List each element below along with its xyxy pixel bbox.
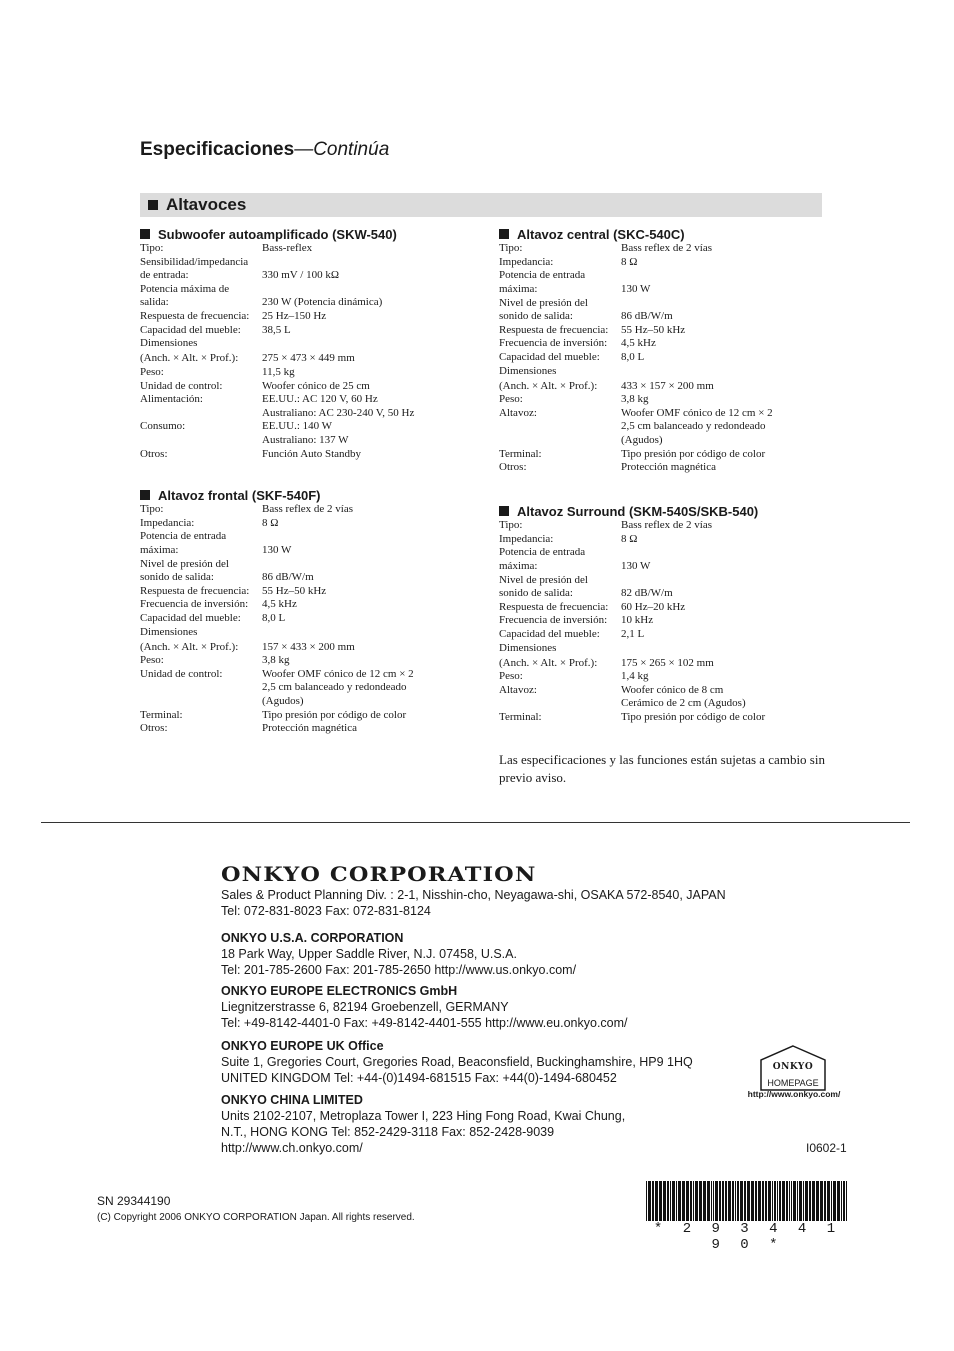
spec-label: Otros: — [140, 447, 168, 460]
barcode-bar — [663, 1181, 666, 1221]
barcode-bar — [735, 1181, 736, 1221]
barcode-bar — [655, 1181, 658, 1221]
spec-label: (Anch. × Alt. × Prof.): — [499, 379, 598, 392]
barcode-bar — [827, 1181, 830, 1221]
spec-label: Tipo: — [140, 503, 164, 515]
square-bullet-icon — [148, 200, 158, 210]
spec-label: Capacidad del mueble: — [499, 628, 600, 640]
spec-label: Unidad de control: — [140, 668, 223, 680]
spec-block-title: Subwoofer autoamplificado (SKW-540) — [140, 227, 397, 242]
barcode-bar — [786, 1181, 788, 1221]
spec-value: 55 Hz–50 kHz — [621, 323, 686, 336]
spec-value: 8,0 L — [262, 612, 286, 624]
barcode-bar — [740, 1181, 743, 1221]
spec-value: Tipo presión por código de color — [621, 447, 766, 460]
page-title-continued: —Continúa — [294, 139, 390, 160]
spec-label: Tipo: — [499, 242, 523, 254]
barcode-bar — [682, 1181, 685, 1221]
spec-block-title: Altavoz frontal (SKF-540F) — [140, 488, 321, 503]
spec-label: Capacidad del mueble: — [499, 351, 600, 363]
office-name: ONKYO EUROPE ELECTRONICS GmbH — [221, 984, 458, 998]
office-uk: ONKYO EUROPE UK Office Suite 1, Gregories Court, Gregories Road, Beaconsfield, Buckinghamshire, HP9 1HQ UNITED KINGDOM Tel: +44-(0)1494-681515 Fax: +44(0)-1494-680452 — [221, 1039, 693, 1085]
spec-value: Bass reflex de 2 vías — [621, 519, 713, 531]
spec-value: 8 Ω — [262, 516, 279, 529]
barcode-bar — [758, 1181, 761, 1221]
barcode-bar — [762, 1181, 764, 1221]
spec-value: 60 Hz–20 kHz — [621, 600, 686, 613]
spec-label: Impedancia: — [140, 516, 195, 529]
spec-value: Woofer cónico de 8 cm Cerámico de 2 cm (Agudos) — [621, 684, 746, 710]
barcode-bar — [646, 1181, 647, 1221]
square-bullet-icon — [499, 229, 509, 239]
spec-label: Potencia de entrada máxima: — [499, 269, 586, 295]
spec-label: Respuesta de frecuencia: — [499, 600, 609, 613]
spec-value: 130 W — [262, 543, 292, 556]
spec-label: Peso: — [499, 393, 523, 406]
spec-value: 157 × 433 × 200 mm — [262, 640, 355, 653]
spec-value: Woofer cónico de 25 cm — [262, 379, 370, 392]
spec-label: Capacidad del mueble: — [140, 612, 241, 624]
spec-label: Dimensiones — [499, 641, 557, 654]
spec-block-title: Altavoz Surround (SKM-540S/SKB-540) — [499, 504, 758, 519]
spec-value: Bass reflex de 2 vías — [262, 503, 354, 515]
spec-value: 8 Ω — [621, 532, 638, 545]
spec-label: Peso: — [499, 670, 523, 683]
barcode-bar — [833, 1181, 836, 1221]
spec-label: Terminal: — [140, 708, 183, 721]
spec-label: (Anch. × Alt. × Prof.): — [499, 656, 598, 669]
spec-value: 55 Hz–50 kHz — [262, 584, 327, 597]
spec-label: Altavoz: — [499, 684, 537, 696]
spec-label: Potencia máxima de salida: — [140, 282, 230, 309]
spec-label: Peso: — [140, 654, 164, 667]
section-label: Altavoces — [148, 195, 246, 215]
spec-value: Tipo presión por código de color — [262, 708, 407, 721]
page-title-main: Especificaciones — [140, 139, 295, 160]
spec-label: (Anch. × Alt. × Prof.): — [140, 352, 239, 365]
homepage-link[interactable]: http://www.onkyo.com/ — [747, 1089, 841, 1099]
barcode-number: * 2 9 3 4 4 1 9 0 * — [653, 1221, 842, 1253]
homepage-badge[interactable] — [738, 1045, 850, 1101]
spec-value: 275 × 473 × 449 mm — [262, 352, 355, 365]
spec-value: Protección magnética — [262, 722, 357, 735]
barcode-bar — [707, 1181, 710, 1221]
spec-label: Sensibilidad/impedancia de entrada: — [140, 255, 249, 282]
barcode-bar — [719, 1181, 721, 1221]
spec-value: 8,0 L — [621, 351, 645, 363]
barcode-bar — [799, 1181, 802, 1221]
spec-value: 3,8 kg — [262, 654, 290, 667]
spec-value: 230 W (Potencia dinámica) — [262, 296, 383, 309]
spec-label: Terminal: — [499, 447, 542, 460]
spec-label: Potencia de entrada máxima: — [140, 530, 227, 556]
spec-label: Frecuencia de inversión: — [499, 614, 608, 627]
office-name: ONKYO U.S.A. CORPORATION — [221, 931, 404, 945]
spec-label: Dimensiones — [140, 337, 198, 350]
barcode-bar — [725, 1181, 727, 1221]
barcode-bar — [789, 1181, 790, 1221]
barcode-bar — [841, 1181, 842, 1221]
spec-value: 11,5 kg — [262, 365, 295, 378]
barcode-bar — [737, 1181, 739, 1221]
spec-value: 2,1 L — [621, 628, 645, 640]
barcode-bar — [782, 1181, 785, 1221]
spec-value: 3,8 kg — [621, 393, 649, 406]
document-code: I0602-1 — [806, 1141, 847, 1155]
office-name: ONKYO EUROPE UK Office — [221, 1039, 384, 1053]
hq-address: Sales & Product Planning Div. : 2-1, Nisshin-cho, Neyagawa-shi, OSAKA 572-8540, JAPAN Tel: 072-831-8023 Fax: 072-831-8124 — [221, 888, 726, 918]
spec-label: Terminal: — [499, 711, 542, 724]
barcode-bar — [797, 1181, 798, 1221]
spec-value: 1,4 kg — [621, 670, 649, 683]
spec-label: Otros: — [499, 461, 527, 474]
barcode-bar — [676, 1181, 677, 1221]
barcode-bar — [690, 1181, 692, 1221]
divider — [41, 822, 910, 823]
spec-value: 8 Ω — [621, 255, 638, 268]
barcode-bar — [728, 1181, 731, 1221]
barcode-bar — [667, 1181, 669, 1221]
spec-label: Frecuencia de inversión: — [499, 337, 608, 350]
spec-value: 4,5 kHz — [621, 337, 656, 350]
spec-value: 82 dB/W/m — [621, 586, 673, 599]
spec-label: (Anch. × Alt. × Prof.): — [140, 640, 239, 653]
barcode-bar — [774, 1181, 776, 1221]
spec-value: 10 kHz — [621, 614, 654, 627]
spec-value: 130 W — [621, 559, 651, 572]
spec-value: EE.UU.: 140 W Australiano: 137 W — [262, 420, 349, 446]
spec-label: Capacidad del mueble: — [140, 323, 241, 336]
section-header-altavoces — [140, 193, 822, 217]
barcode-bar — [732, 1181, 734, 1221]
barcode-bar — [765, 1181, 767, 1221]
office-china: ONKYO CHINA LIMITED Units 2102-2107, Metroplaza Tower I, 223 Hing Fong Road, Kwai Chung, N.T., HONG KONG Tel: 852-2429-3118 Fax: 852-2428-9039 http://www.ch.onkyo.com/ — [221, 1093, 626, 1155]
barcode-bar — [768, 1181, 771, 1221]
spec-label: Tipo: — [499, 519, 523, 531]
barcode-bar — [803, 1181, 804, 1221]
spec-value: 86 dB/W/m — [621, 309, 673, 322]
barcode-bar — [843, 1181, 845, 1221]
spec-label: Impedancia: — [499, 532, 554, 545]
spec-label: Nivel de presión del sonido de salida: — [499, 296, 588, 322]
serial-number: SN 29344190 — [97, 1194, 171, 1208]
barcode-bar — [711, 1181, 712, 1221]
spec-label: Impedancia: — [499, 255, 554, 268]
spec-value: 38,5 L — [262, 323, 291, 336]
barcode-bar — [777, 1181, 778, 1221]
barcode-bar — [793, 1181, 796, 1221]
barcode-bar — [824, 1181, 826, 1221]
office-europe: ONKYO EUROPE ELECTRONICS GmbH Liegnitzerstrasse 6, 82194 Groebenzell, GERMANY Tel: +49-8142-4401-0 Fax: +49-8142-4401-555 http://www.eu.onkyo.com/ — [221, 984, 628, 1030]
specifications-notice: Las especificaciones y las funciones están sujetas a cambio sin previo aviso. — [499, 752, 825, 785]
barcode-bar — [713, 1181, 714, 1221]
barcode-bar — [672, 1181, 675, 1221]
badge-label: HOMEPAGE — [767, 1078, 819, 1088]
spec-label: Dimensiones — [499, 364, 557, 377]
barcode-bar — [831, 1181, 832, 1221]
spec-value: Woofer OMF cónico de 12 cm × 2 2,5 cm balanceado y redondeado (Agudos) — [262, 668, 414, 707]
spec-value: 175 × 265 × 102 mm — [621, 656, 714, 669]
square-bullet-icon — [499, 506, 509, 516]
barcode-bar — [816, 1181, 819, 1221]
spec-label: Tipo: — [140, 242, 164, 254]
copyright-notice: (C) Copyright 2006 ONKYO CORPORATION Japan. All rights reserved. — [97, 1212, 415, 1223]
office-name: ONKYO CHINA LIMITED — [221, 1093, 363, 1107]
spec-value: Bass-reflex — [262, 242, 313, 254]
spec-label: Consumo: — [140, 420, 186, 433]
spec-value: 433 × 157 × 200 mm — [621, 379, 714, 392]
barcode-bar — [820, 1181, 823, 1221]
barcode-bar — [837, 1181, 840, 1221]
spec-value: 86 dB/W/m — [262, 570, 314, 583]
spec-value: 25 Hz–150 Hz — [262, 309, 327, 322]
barcode-bar — [846, 1181, 847, 1221]
spec-value: EE.UU.: AC 120 V, 60 Hz Australiano: AC 230-240 V, 50 Hz — [262, 393, 415, 419]
barcode-bar — [751, 1181, 754, 1221]
barcode-bar — [791, 1181, 792, 1221]
barcode-bar — [659, 1181, 662, 1221]
barcode-bar — [648, 1181, 651, 1221]
spec-value: 330 mV / 100 kΩ — [262, 269, 340, 282]
barcode-bar — [670, 1181, 671, 1221]
barcode — [645, 1181, 850, 1221]
spec-value: 4,5 kHz — [262, 598, 297, 611]
barcode-bar — [699, 1181, 702, 1221]
barcode-bar — [747, 1181, 750, 1221]
spec-label: Altavoz: — [499, 407, 537, 419]
spec-value: Protección magnética — [621, 461, 716, 474]
barcode-bar — [695, 1181, 698, 1221]
spec-label: Alimentación: — [140, 393, 203, 406]
page-title — [140, 139, 389, 161]
square-bullet-icon — [140, 490, 150, 500]
spec-label: Peso: — [140, 365, 164, 378]
barcode-bar — [652, 1181, 654, 1221]
barcode-bar — [779, 1181, 781, 1221]
square-bullet-icon — [140, 229, 150, 239]
spec-value: Función Auto Standby — [262, 447, 362, 460]
brand-logo: ONKYO CORPORATION — [221, 862, 537, 886]
spec-value: 130 W — [621, 282, 651, 295]
spec-label: Respuesta de frecuencia: — [140, 584, 250, 597]
spec-label: Respuesta de frecuencia: — [140, 309, 250, 322]
barcode-bar — [744, 1181, 746, 1221]
barcode-bar — [693, 1181, 694, 1221]
barcode-bar — [809, 1181, 811, 1221]
barcode-bar — [772, 1181, 773, 1221]
barcode-bar — [812, 1181, 815, 1221]
office-usa: ONKYO U.S.A. CORPORATION 18 Park Way, Upper Saddle River, N.J. 07458, U.S.A. Tel: 201-785-2600 Fax: 201-785-2650 http://www.us.onkyo.com/ — [221, 931, 577, 977]
barcode-bar — [715, 1181, 718, 1221]
barcode-bar — [686, 1181, 689, 1221]
spec-label: Frecuencia de inversión: — [140, 598, 249, 611]
spec-label: Dimensiones — [140, 625, 198, 638]
spec-label: Potencia de entrada máxima: — [499, 546, 586, 572]
spec-label: Otros: — [140, 722, 168, 735]
spec-value: Bass reflex de 2 vías — [621, 242, 713, 254]
badge-brand: ONKYO — [772, 1062, 814, 1072]
spec-value: Woofer OMF cónico de 12 cm × 2 2,5 cm balanceado y redondeado (Agudos) — [621, 407, 773, 446]
barcode-bar — [722, 1181, 724, 1221]
barcode-bar — [703, 1181, 706, 1221]
spec-value: Tipo presión por código de color — [621, 711, 766, 724]
barcode-bar — [805, 1181, 808, 1221]
barcode-bar — [678, 1181, 681, 1221]
spec-label: Nivel de presión del sonido de salida: — [140, 557, 229, 583]
spec-label: Nivel de presión del sonido de salida: — [499, 573, 588, 599]
barcode-bar — [755, 1181, 757, 1221]
spec-label: Respuesta de frecuencia: — [499, 323, 609, 336]
spec-block-title: Altavoz central (SKC-540C) — [499, 227, 685, 242]
spec-label: Unidad de control: — [140, 379, 223, 392]
